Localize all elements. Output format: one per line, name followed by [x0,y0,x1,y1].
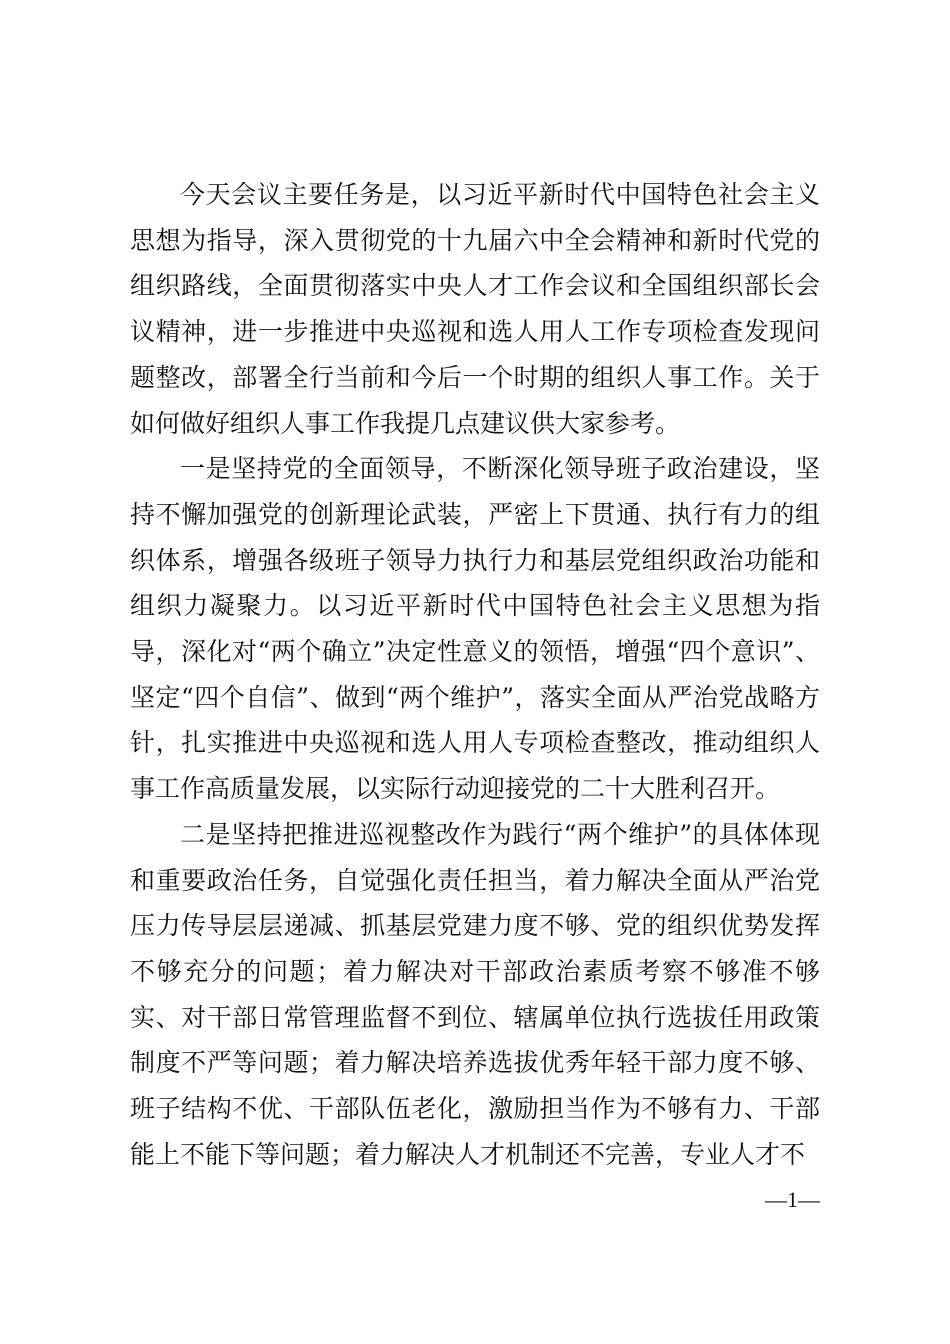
paragraph-point-one: 一是坚持党的全面领导，不断深化领导班子政治建设，坚持不懈加强党的创新理论武装，严密上下贯通、执行有力的组织体系，增强各级班子领导力执行力和基层党组织政治功能和组织力凝聚力。以习近平新时代中国特色社会主义思想为指导，深化对“两个确立”决定性意义的领悟，增强“四个意识”、坚定“四个自信”、做到“两个维护”，落实全面从严治党战略方针，扎实推进中央巡视和选人用人专项检查整改，推动组织人事工作高质量发展，以实际行动迎接党的二十大胜利召开。 [130,454,820,804]
paragraph-point-two: 二是坚持把推进巡视整改作为践行“两个维护”的具体体现和重要政治任务，自觉强化责任担当，着力解决全面从严治党压力传导层层递减、抓基层党建力度不够、党的组织优势发挥不够充分的问题；着力解决对干部政治素质考察不够准不够实、对干部日常管理监督不到位、辖属单位执行选拔任用政策制度不严等问题；着力解决培养选拔优秀年轻干部力度不够、班子结构不优、干部队伍老化，激励担当作为不够有力、干部能上不能下等问题；着力解决人才机制还不完善，专业人才不 [130,819,820,1169]
paragraph-intro: 今天会议主要任务是，以习近平新时代中国特色社会主义思想为指导，深入贯彻党的十九届六中全会精神和新时代党的组织路线，全面贯彻落实中央人才工作会议和全国组织部长会议精神，进一步推进中央巡视和选人用人工作专项检查发现问题整改，部署全行当前和今后一个时期的组织人事工作。关于如何做好组织人事工作我提几点建议供大家参考。 [130,180,820,438]
document-body [130,172,820,1177]
page-number: —1— [765,1187,820,1212]
